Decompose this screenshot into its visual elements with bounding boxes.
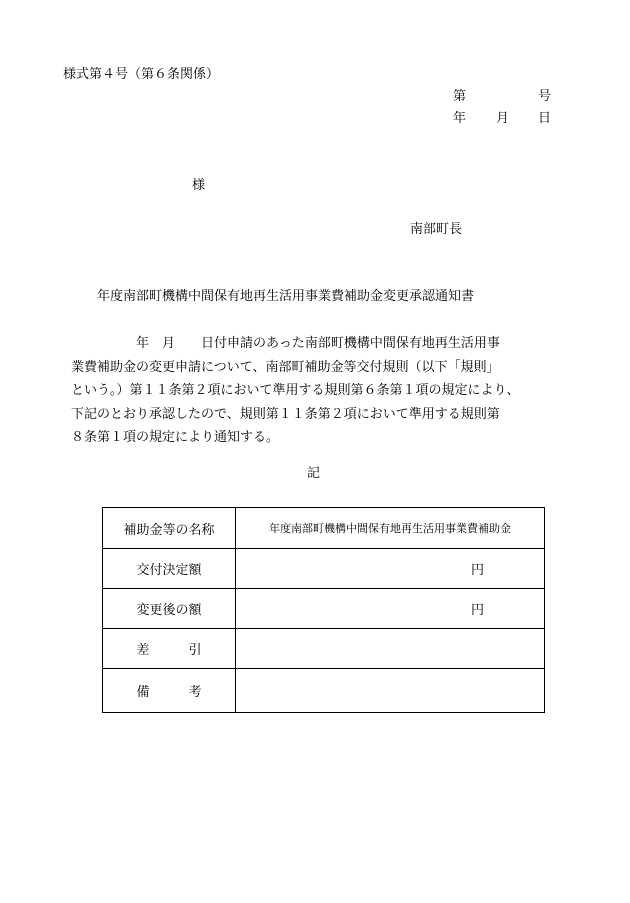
- ki-heading: 記: [307, 466, 321, 481]
- row-value: 年度南部町機構中間保有地再生活用事業費補助金: [236, 508, 545, 549]
- date-year: 年: [453, 111, 467, 126]
- body-paragraph: [71, 332, 561, 450]
- row-value: [236, 629, 545, 669]
- row-label: 補助金等の名称: [103, 508, 236, 549]
- grant-table: [102, 507, 545, 713]
- document-title: 年度南部町機構中間保有地再生活用事業費補助金変更承認通知書: [97, 289, 475, 304]
- body-line: 業費補助金の変更申請について、南部町補助金等交付規則（以下「規則」: [71, 359, 500, 375]
- table-row: [103, 669, 545, 713]
- table-row: [103, 549, 545, 589]
- table-row: [103, 589, 545, 629]
- body-line: 年 月 日付申請のあった南部町機構中間保有地再生活用事: [71, 336, 500, 351]
- row-value: [236, 669, 545, 713]
- row-value: 円: [236, 589, 545, 629]
- table-row: [103, 629, 545, 669]
- row-label: 変更後の額: [103, 589, 236, 629]
- date-day: 日: [538, 111, 552, 126]
- doc-number-prefix: 第: [453, 89, 467, 104]
- row-label: 備 考: [103, 669, 236, 713]
- body-line: ８条第１項の規定により通知する。: [71, 430, 280, 445]
- doc-number-suffix: 号: [538, 89, 552, 104]
- issuer: 南部町長: [410, 222, 463, 237]
- table-row: [103, 508, 545, 549]
- recipient-honorific: 様: [192, 178, 206, 193]
- row-label: 交付決定額: [103, 549, 236, 589]
- form-id: 様式第４号（第６条関係）: [63, 67, 220, 82]
- date-month: 月: [496, 111, 510, 126]
- body-line: 下記のとおり承認したので、規則第１１条第２項において準用する規則第: [71, 406, 500, 422]
- body-line: という。）第１１条第２項において準用する規則第６条第１項の規定により、: [71, 383, 520, 398]
- row-value: 円: [236, 549, 545, 589]
- row-label: 差 引: [103, 629, 236, 669]
